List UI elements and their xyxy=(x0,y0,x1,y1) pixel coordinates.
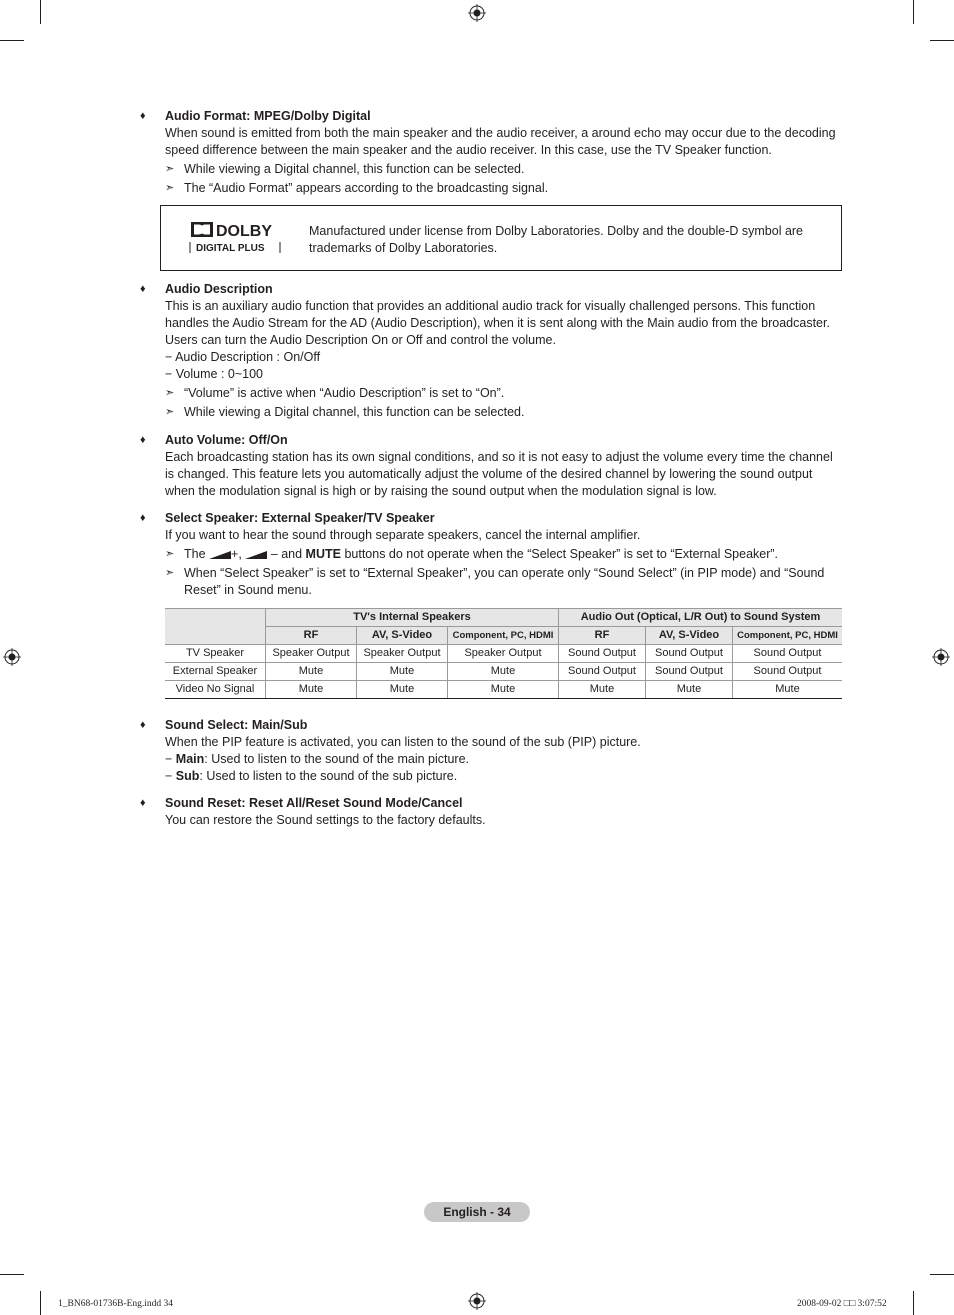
note xyxy=(165,385,842,402)
table-cell: Sound Output xyxy=(646,645,733,663)
table-cell: Mute xyxy=(733,681,843,699)
note xyxy=(165,565,842,599)
table-cell: Speaker Output xyxy=(357,645,448,663)
speaker-output-table xyxy=(165,608,842,699)
table-cell: Mute xyxy=(448,681,559,699)
note-text-plus: +, xyxy=(231,547,242,561)
note-text: While viewing a Digital channel, this function can be selected. xyxy=(184,162,525,176)
table-group-header: Audio Out (Optical, L/R Out) to Sound System xyxy=(559,609,843,627)
note xyxy=(165,161,842,178)
registration-mark-icon xyxy=(468,1292,486,1310)
table-cell: Sound Output xyxy=(733,645,843,663)
section-auto-volume xyxy=(140,432,842,500)
table-column-header: Component, PC, HDMI xyxy=(448,627,559,645)
crop-mark xyxy=(0,1274,24,1275)
table-group-header: TV's Internal Speakers xyxy=(266,609,559,627)
note-text: When “Select Speaker” is set to “External Speaker”, you can operate only “Sound Select” (in PIP mode) and “Sound Reset” in Sound menu. xyxy=(184,566,825,597)
dolby-sub: DIGITAL PLUS xyxy=(196,243,265,254)
bullet-icon: ♦ xyxy=(140,797,146,809)
note-text-post: buttons do not operate when the “Select Speaker” is set to “External Speaker”. xyxy=(344,547,779,561)
arrow-icon: ➣ xyxy=(165,387,175,399)
section-body: If you want to hear the sound through separate speakers, cancel the internal amplifier. xyxy=(165,528,641,542)
crop-mark xyxy=(930,1274,954,1275)
table-column-header: RF xyxy=(559,627,646,645)
table-column-header: Component, PC, HDMI xyxy=(733,627,843,645)
table-row-header: TV Speaker xyxy=(165,645,266,663)
note-text: The “Audio Format” appears according to the broadcasting signal. xyxy=(184,181,549,195)
table-column-header: AV, S-Video xyxy=(357,627,448,645)
arrow-icon: ➣ xyxy=(165,406,175,418)
bullet-icon: ♦ xyxy=(140,719,146,731)
table-row-header: Video No Signal xyxy=(165,681,266,699)
bullet-icon: ♦ xyxy=(140,110,146,122)
crop-mark xyxy=(913,1291,914,1315)
note-text: “Volume” is active when “Audio Description” is set to “On”. xyxy=(184,386,505,400)
option-line xyxy=(165,768,842,785)
section-body: Each broadcasting station has its own signal conditions, and so it is not easy to adjust the volume every time the channel is changed. This feature lets you automatically adjust the volume of the desired channel by lowering the sound output when the modulation signal is high or by raising the sound output when the modulation signal is low. xyxy=(165,450,833,498)
table-row xyxy=(165,663,842,681)
table-row xyxy=(165,645,842,663)
table-cell: Sound Output xyxy=(559,645,646,663)
option-text: : Used to listen to the sound of the main picture. xyxy=(204,752,470,766)
option-line: − Volume : 0~100 xyxy=(165,367,263,381)
table-cell: Mute xyxy=(266,681,357,699)
note-text-pre: The xyxy=(184,547,206,561)
table-column-header: AV, S-Video xyxy=(646,627,733,645)
table-cell: Mute xyxy=(357,663,448,681)
registration-mark-icon xyxy=(932,648,950,666)
section-audio-description xyxy=(140,281,842,421)
table-cell: Sound Output xyxy=(646,663,733,681)
crop-mark xyxy=(0,40,24,41)
mute-label: MUTE xyxy=(305,547,341,561)
arrow-icon: ➣ xyxy=(165,182,175,194)
table-cell: Sound Output xyxy=(733,663,843,681)
crop-mark xyxy=(913,0,914,24)
dolby-license-text: Manufactured under license from Dolby Laboratories. Dolby and the double-D symbol are trademarks of Dolby Laboratories. xyxy=(309,224,804,255)
print-slug-date: 2008-09-02 □□ 3:07:52 xyxy=(797,1299,887,1309)
section-body: When the PIP feature is activated, you can listen to the sound of the sub (PIP) picture. xyxy=(165,735,641,749)
crop-mark xyxy=(40,1291,41,1315)
dash: − xyxy=(165,769,173,783)
section-sound-reset xyxy=(140,795,842,829)
section-body: This is an auxiliary audio function that provides an additional audio track for visually challenged persons. This function handles the Audio Stream for the AD (Audio Description), when it is sent along with the Main audio from the broadcaster. Users can turn the Audio Description On or Off and control the volume. xyxy=(165,299,830,347)
volume-button-icon xyxy=(245,551,267,559)
volume-button-icon xyxy=(209,551,231,559)
note xyxy=(165,180,842,197)
section-title: Select Speaker: External Speaker/TV Speaker xyxy=(165,511,435,525)
table-cell: Mute xyxy=(559,681,646,699)
arrow-icon: ➣ xyxy=(165,567,175,579)
dolby-notice-box xyxy=(160,205,842,271)
table-cell: Mute xyxy=(266,663,357,681)
dash: − xyxy=(165,752,173,766)
option-label: Main xyxy=(175,752,205,766)
note-text-minus: – and xyxy=(270,547,303,561)
print-slug-file: 1_BN68-01736B-Eng.indd 34 xyxy=(58,1299,174,1309)
section-title: Auto Volume: Off/On xyxy=(165,433,288,447)
table-cell: Speaker Output xyxy=(448,645,559,663)
section-body: You can restore the Sound settings to the factory defaults. xyxy=(165,813,486,827)
registration-mark-icon xyxy=(468,4,486,22)
note xyxy=(165,546,842,563)
table-corner xyxy=(165,609,266,645)
arrow-icon: ➣ xyxy=(165,548,175,560)
section-title: Audio Format: MPEG/Dolby Digital xyxy=(165,109,371,123)
table-row-header: External Speaker xyxy=(165,663,266,681)
registration-mark-icon xyxy=(3,648,21,666)
bullet-icon: ♦ xyxy=(140,512,146,524)
table-row xyxy=(165,681,842,699)
page-content xyxy=(140,108,842,829)
note xyxy=(165,404,842,421)
option-text: : Used to listen to the sound of the sub picture. xyxy=(199,769,458,783)
option-label: Sub xyxy=(175,769,200,783)
note-text: While viewing a Digital channel, this function can be selected. xyxy=(184,405,525,419)
page-number-badge: English - 34 xyxy=(424,1202,530,1222)
option-line: − Audio Description : On/Off xyxy=(165,350,321,364)
section-body: When sound is emitted from both the main speaker and the audio receiver, a around echo may occur due to the decoding speed difference between the main speaker and the audio receiver. In this case, use the TV Speaker function. xyxy=(165,126,836,157)
table-cell: Mute xyxy=(646,681,733,699)
table-column-header: RF xyxy=(266,627,357,645)
crop-mark xyxy=(40,0,41,24)
dolby-logo xyxy=(189,220,281,256)
table-cell: Speaker Output xyxy=(266,645,357,663)
option-line xyxy=(165,751,842,768)
bullet-icon: ♦ xyxy=(140,283,146,295)
section-select-speaker xyxy=(140,510,842,699)
table-cell: Mute xyxy=(448,663,559,681)
dolby-word: DOLBY xyxy=(216,223,272,240)
section-sound-select xyxy=(140,717,842,785)
section-title: Audio Description xyxy=(165,282,273,296)
crop-mark xyxy=(930,40,954,41)
section-title: Sound Reset: Reset All/Reset Sound Mode/Cancel xyxy=(165,796,463,810)
table-cell: Sound Output xyxy=(559,663,646,681)
section-audio-format xyxy=(140,108,842,197)
table-cell: Mute xyxy=(357,681,448,699)
arrow-icon: ➣ xyxy=(165,163,175,175)
bullet-icon: ♦ xyxy=(140,434,146,446)
section-title: Sound Select: Main/Sub xyxy=(165,718,308,732)
